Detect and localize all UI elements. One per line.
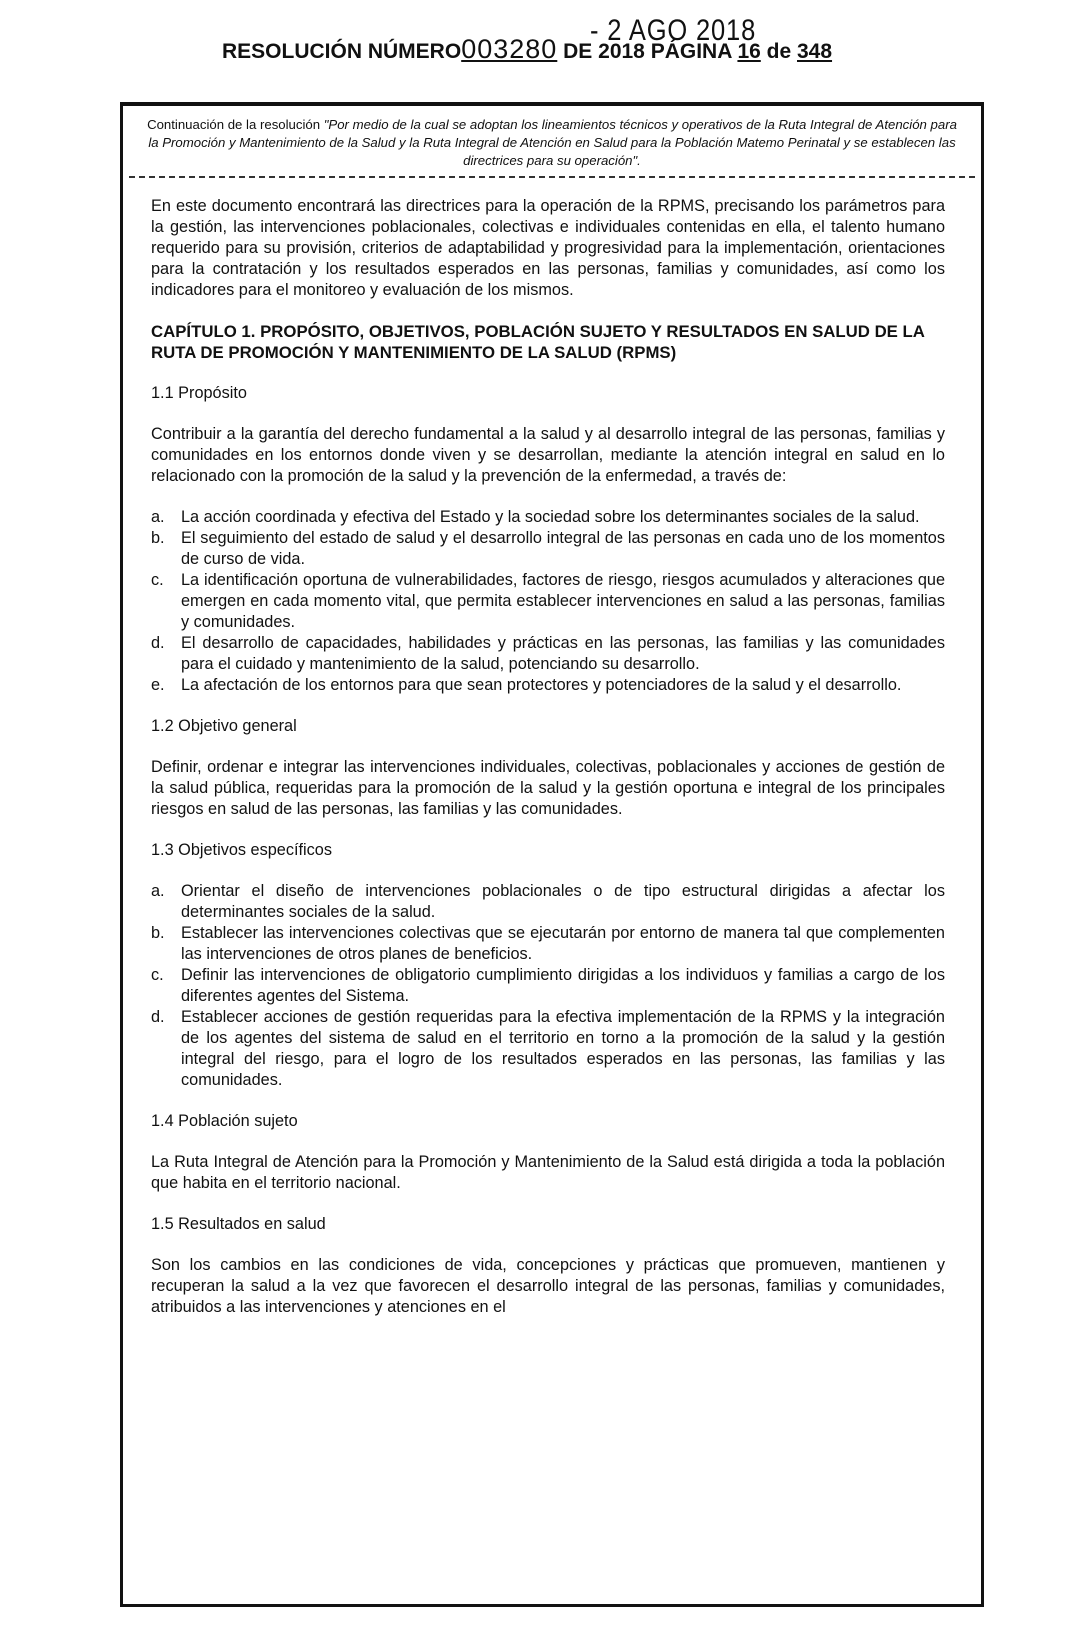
list-item: [151, 507, 945, 528]
intro-paragraph: En este documento encontrará las directrices para la operación de la RPMS, precisando los parámetros para la gestión, las intervenciones poblacionales, colectivas e individuales contenidas en ella, el talento humano requerido para su provisión, criterios de adaptabilidad y progresividad para la implementación, orientaciones para la contratación y los resultados esperados en las personas, familias y comunidades, así como los indicadores para el monitoreo y evaluación de los mismos.: [151, 197, 945, 299]
list-item: [151, 570, 945, 633]
list-text: La identificación oportuna de vulnerabilidades, factores de riesgo, riesgos acumulados y alteraciones que emergen en cada momento vital, que permita establecer intervenciones en salud a las personas, familias y comunidades.: [181, 571, 945, 631]
objectives-list: [151, 881, 945, 1091]
chapter-title: CAPÍTULO 1. PROPÓSITO, OBJETIVOS, POBLACIÓN SUJETO Y RESULTADOS EN SALUD DE LA RUTA DE PROMOCIÓN Y MANTENIMIENTO DE LA SALUD (RPMS): [151, 322, 925, 362]
document-body: [151, 196, 945, 1318]
list-text: Establecer acciones de gestión requeridas para la efectiva implementación de la RPMS y la integración de los agentes del sistema de salud en el territorio en torno a la promoción de la salud y la gestión integral del riesgo, para el logro de los resultados esperados en las personas, las familias y las comunidades.: [181, 1008, 945, 1089]
dashed-divider: [129, 176, 975, 178]
document-frame: [120, 102, 984, 1607]
resolution-number: 003280: [461, 34, 558, 64]
list-item: [151, 528, 945, 570]
section-1-4-title: 1.4 Población sujeto: [151, 1112, 298, 1130]
list-text: El seguimiento del estado de salud y el desarrollo integral de las personas en cada uno de los momentos de curso de vida.: [181, 529, 945, 568]
section-1-1-title: 1.1 Propósito: [151, 384, 247, 402]
section-1-5-text: Son los cambios en las condiciones de vida, concepciones y prácticas que promueven, mantienen y recuperan la salud a la vez que favorecen el desarrollo integral de las personas, familias y comunidades, atribuidos a las intervenciones y atenciones en el: [151, 1256, 945, 1316]
purpose-list: [151, 507, 945, 696]
list-item: [151, 881, 945, 923]
page-of: de: [766, 40, 792, 63]
list-marker: a.: [151, 508, 165, 526]
date-stamp: - 2 AGO 2018: [590, 14, 757, 47]
list-item: [151, 965, 945, 1007]
list-text: La afectación de los entornos para que sean protectores y potenciadores de la salud y el desarrollo.: [181, 676, 902, 694]
list-marker: d.: [151, 1008, 165, 1026]
list-marker: c.: [151, 571, 164, 589]
list-marker: d.: [151, 634, 165, 652]
list-text: La acción coordinada y efectiva del Estado y la sociedad sobre los determinantes sociales de la salud.: [181, 508, 920, 526]
list-item: [151, 633, 945, 675]
list-text: Establecer las intervenciones colectivas que se ejecutarán por entorno de manera tal que complementen las intervenciones de otros planes de beneficios.: [181, 924, 945, 963]
section-1-5-title: 1.5 Resultados en salud: [151, 1215, 326, 1233]
section-1-4-text: La Ruta Integral de Atención para la Promoción y Mantenimiento de la Salud está dirigida a toda la población que habita en el territorio nacional.: [151, 1153, 945, 1192]
list-marker: b.: [151, 529, 165, 547]
continuation-lead: Continuación de la resolución: [147, 117, 324, 132]
list-item: [151, 923, 945, 965]
list-item: [151, 1007, 945, 1091]
section-1-1-text: Contribuir a la garantía del derecho fundamental a la salud y al desarrollo integral de las personas, familias y comunidades en los entornos donde viven y se desarrollan, mediante la atención integral en salud en lo relacionado con la promoción de la salud y la prevención de la enfermedad, a través de:: [151, 425, 945, 485]
page-total: 348: [797, 40, 833, 63]
section-1-3-title: 1.3 Objetivos específicos: [151, 841, 332, 859]
section-1-2-text: Definir, ordenar e integrar las intervenciones individuales, colectivas, poblacionales y acciones de gestión de la salud pública, requeridas para la promoción de la salud y la gestión oportuna e integral de los principales riesgos en salud de las personas, las familias y las comunidades.: [151, 758, 945, 818]
header-middle: DE 2018 PÁGINA: [563, 40, 732, 63]
list-item: [151, 675, 945, 696]
list-marker: b.: [151, 924, 165, 942]
list-text: Orientar el diseño de intervenciones poblacionales o de tipo estructural dirigidas a afectar los determinantes sociales de la salud.: [181, 882, 945, 921]
list-text: El desarrollo de capacidades, habilidades y prácticas en las personas, las familias y las comunidades para el cuidado y mantenimiento de la salud, potenciando su desarrollo.: [181, 634, 945, 673]
page-number: 16: [737, 40, 761, 63]
page-header: [222, 34, 832, 65]
continuation-title: "Por medio de la cual se adoptan los lineamientos técnicos y operativos de la Ruta Integral de Atención para la Promoción y Mantenimiento de la Salud y la Ruta Integral de Atención en Salud para la Población Matemo Perinatal y se establecen las directrices para su operación".: [148, 117, 957, 168]
list-marker: c.: [151, 966, 164, 984]
list-text: Definir las intervenciones de obligatorio cumplimiento dirigidas a los individuos y familias a cargo de los diferentes agentes del Sistema.: [181, 966, 945, 1005]
section-1-2-title: 1.2 Objetivo general: [151, 717, 297, 735]
list-marker: e.: [151, 676, 165, 694]
list-marker: a.: [151, 882, 165, 900]
continuation-note: [147, 116, 957, 170]
resolution-label: RESOLUCIÓN NÚMERO: [222, 40, 462, 63]
